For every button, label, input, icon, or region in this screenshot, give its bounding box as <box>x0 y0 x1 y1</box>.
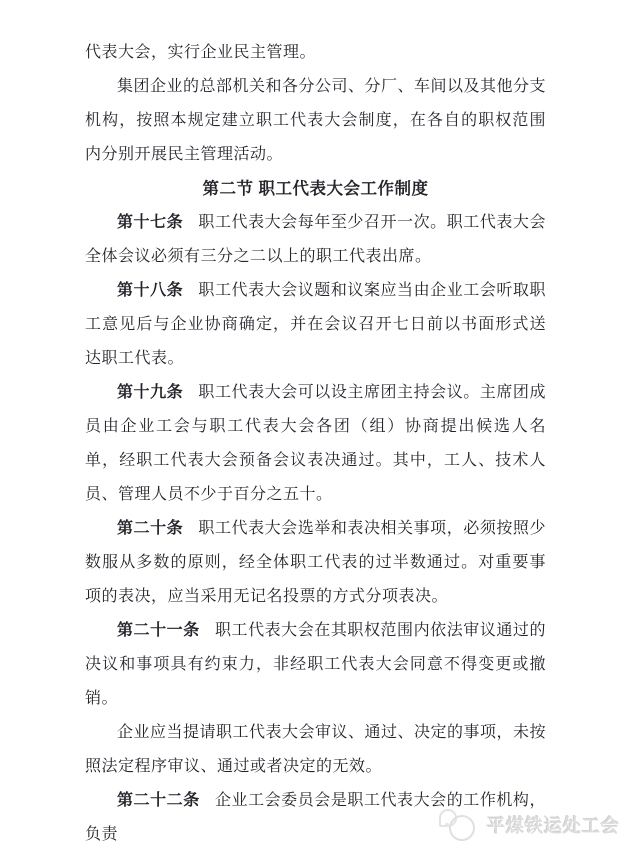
article-paragraph-18 <box>85 274 546 376</box>
article-number: 第十九条 <box>117 384 184 401</box>
article-paragraph-17 <box>85 206 546 274</box>
article-paragraph-20 <box>85 512 546 614</box>
article-text: 职工代表大会选举和表决相关事项，必须按照少数服从多数的原则，经全体职工代表的过半数通过。对重要事项的表决，应当采用无记名投票的方式分项表决。 <box>85 520 546 605</box>
article-text: 职工代表大会可以设主席团主持会议。主席团成员由企业工会与职工代表大会各团（组）协商提出候选人名单，经职工代表大会预备会议表决通过。其中，工人、技术人员、管理人员不少于百分之五十。 <box>85 384 546 503</box>
article-number: 第二十一条 <box>117 622 200 639</box>
article-paragraph-21 <box>85 614 546 716</box>
article-text: 职工代表大会每年至少召开一次。职工代表大会全体会议必须有三分之二以上的职工代表出席。 <box>85 214 546 265</box>
paragraph: 企业应当提请职工代表大会审议、通过、决定的事项，未按照法定程序审议、通过或者决定的无效。 <box>85 724 547 775</box>
article-number: 第二十二条 <box>117 792 200 809</box>
section-heading: 第二节 职工代表大会工作制度 <box>202 180 429 198</box>
article-number: 第二十条 <box>117 520 184 537</box>
article-number: 第十七条 <box>117 214 184 231</box>
article-text: 企业工会委员会是职工代表大会的工作机构，负责 <box>85 792 546 843</box>
article-text: 职工代表大会在其职权范围内依法审议通过的决议和事项具有约束力，非经职工代表大会同意不得变更或撤销。 <box>85 622 546 707</box>
article-text: 职工代表大会议题和议案应当由企业工会听取职工意见后与企业协商确定，并在会议召开七日前以书面形式送达职工代表。 <box>85 282 546 367</box>
document-content <box>85 36 546 849</box>
watermark <box>437 807 620 843</box>
article-number: 第十八条 <box>117 282 184 299</box>
paragraph: 集团企业的总部机关和各分公司、分厂、车间以及其他分支机构，按照本规定建立职工代表大会制度，在各自的职权范围内分别开展民主管理活动。 <box>85 78 547 163</box>
article-paragraph-19 <box>85 376 546 512</box>
union-emblem-icon <box>437 807 479 843</box>
watermark-text: 平煤铁运处工会 <box>487 816 620 836</box>
paragraph-continuation: 代表大会，实行企业民主管理。 <box>85 44 317 61</box>
